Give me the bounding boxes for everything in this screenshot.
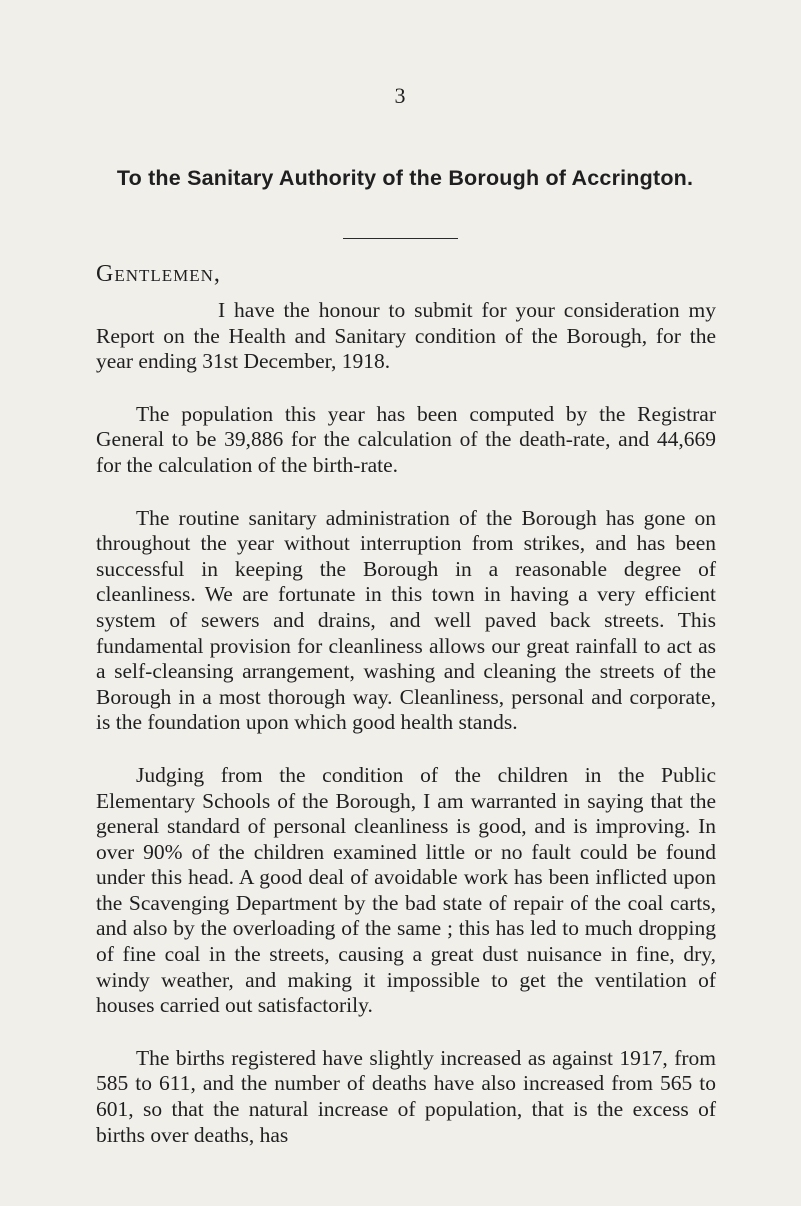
page-number: 3 <box>394 83 406 108</box>
report-body <box>96 298 716 1175</box>
paragraph-births-deaths: The births registered have slightly increased as against 1917, from 585 to 611, and the number of deaths have also increased from 565 to 601, so that the natural increase of population, that is the excess of births over deaths, has <box>96 1045 716 1147</box>
paragraph-school-cleanliness: Judging from the condition of the children in the Public Elementary Schools of the Borough, I am warranted in saying that the general standard of personal cleanliness is good, and is improving. In over 90% of the children examined little or no fault could be found under this head. A good deal of avoidable work has been inflicted upon the Scavenging Department by the bad state of repair of the coal carts, and also by the overloading of the same ; this has led to much dropping of fine coal in the streets, causing a great dust nuisance in fine, dry, windy weather, and making it impossible to get the ventilation of houses carried out satisfactorily. <box>96 762 716 1018</box>
report-heading: To the Sanitary Authority of the Borough of Accrington. <box>116 166 694 190</box>
paragraph-introduction: I have the honour to submit for your consideration my Report on the Health and Sanitary condition of the Borough, for the year ending 31st December, 1918. <box>96 298 716 374</box>
paragraph-population: The population this year has been computed by the Registrar General to be 39,886 for the calculation of the death-rate, and 44,669 for the calculation of the birth-rate. <box>96 401 716 477</box>
heading-divider <box>343 238 458 239</box>
paragraph-sanitary-administration: The routine sanitary administration of the Borough has gone on throughout the year without interruption from strikes, and has been successful in keeping the Borough in a reasonable degree of cleanliness. We are fortunate in this town in having a very efficient system of sewers and drains, and well paved back streets. This fundamental provision for cleanliness allows our great rainfall to act as a self-cleansing arrangement, washing and cleaning the streets of the Borough in a most thorough way. Cleanliness, personal and corporate, is the foundation upon which good health stands. <box>96 505 716 735</box>
salutation: Gentlemen, <box>96 261 221 287</box>
